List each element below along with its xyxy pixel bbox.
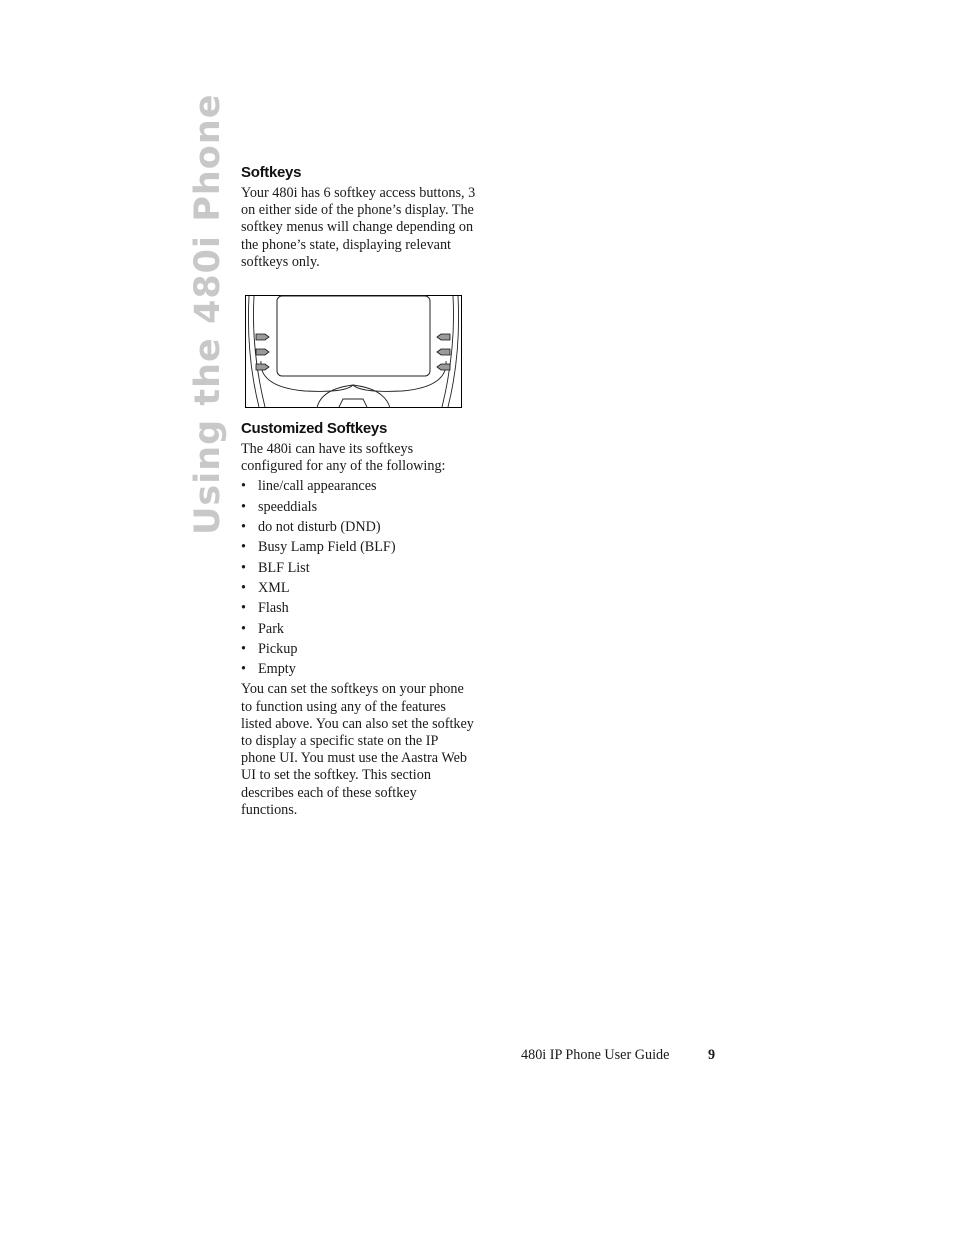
list-item: [241, 580, 476, 597]
list-item-text: Flash: [258, 600, 289, 617]
bullet: •: [241, 559, 246, 576]
list-item-text: Busy Lamp Field (BLF): [258, 539, 396, 556]
list-item: [241, 641, 476, 658]
list-item-text: do not disturb (DND): [258, 519, 381, 536]
list-item: [241, 519, 476, 536]
customized-softkeys-heading: Customized Softkeys: [241, 420, 387, 438]
list-item: [241, 478, 476, 495]
bullet: •: [241, 620, 246, 637]
bullet: •: [241, 661, 246, 678]
bullet: •: [241, 579, 246, 596]
list-item-text: line/call appearances: [258, 478, 377, 495]
bullet: •: [241, 539, 246, 556]
bullet: •: [241, 478, 246, 495]
list-item: [241, 621, 476, 638]
list-item: [241, 499, 476, 516]
guide-title: 480i IP Phone User Guide: [521, 1047, 670, 1063]
phone-display-illustration: [245, 295, 462, 408]
softkey-type-list: [241, 478, 476, 678]
list-item: [241, 560, 476, 577]
list-item-text: Pickup: [258, 640, 298, 657]
list-item-text: BLF List: [258, 559, 310, 576]
phone-display-figure: [245, 295, 462, 408]
main-column: [241, 162, 476, 819]
softkeys-description: Your 480i has 6 softkey access buttons, 3 on either side of the phone’s display. The softkey menus will change depending on the phone’s state, displaying relevant softkeys only.: [241, 185, 476, 270]
list-item-text: XML: [258, 579, 290, 596]
page-footer: [521, 1045, 721, 1065]
softkeys-heading: Softkeys: [241, 164, 302, 181]
list-item-text: Park: [258, 620, 285, 637]
side-chapter-title: Using the 480i Phone: [188, 93, 228, 535]
list-item-text: Empty: [258, 661, 296, 678]
customized-softkeys-section: [241, 418, 476, 819]
list-item: [241, 661, 476, 678]
bullet: •: [241, 640, 246, 657]
page-number: 9: [708, 1047, 716, 1063]
bullet: •: [241, 600, 246, 617]
customized-softkeys-intro: The 480i can have its softkeys configured for any of the following:: [241, 441, 446, 475]
customized-softkeys-outro: You can set the softkeys on your phone to function using any of the features listed above. You can also set the softkey to display a specific state on the IP phone UI. You must use the Aastra Web UI to set the softkey. This section describes each of these softkey functions.: [241, 681, 474, 818]
list-item: [241, 600, 476, 617]
list-item-text: speeddials: [258, 498, 318, 515]
bullet: •: [241, 498, 246, 515]
bullet: •: [241, 519, 246, 536]
list-item: [241, 539, 476, 556]
